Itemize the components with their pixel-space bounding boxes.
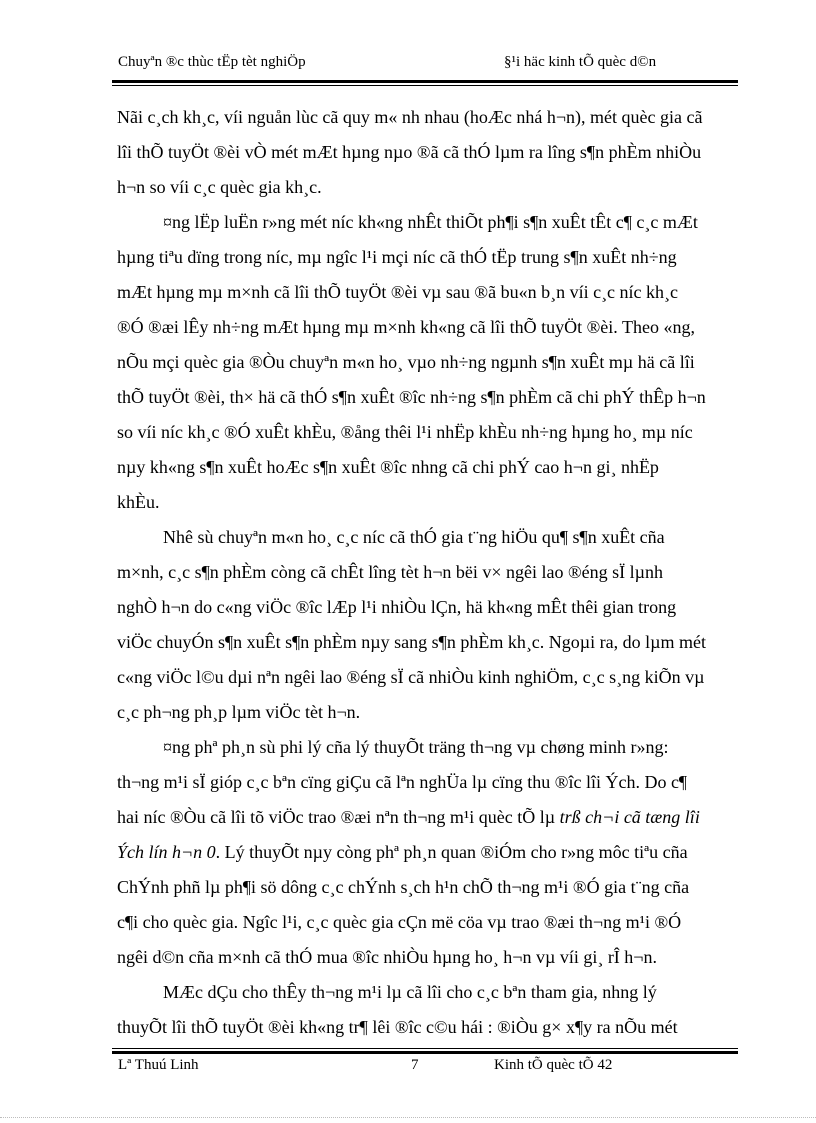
header-document-title: Chuyªn ®c thùc tËp tèt nghiÖp [118, 54, 306, 70]
text-line-content: nµy kh«ng s¶n xuÊt hoÆc s¶n xuÊt ®îc nhng cã chi phÝ cao h¬n gi¸ nhËp [117, 457, 659, 477]
text-line-content: khÈu. [117, 492, 160, 512]
text-line-content: MÆc dÇu cho thÊy th¬ng m¹i lµ cã lîi cho c¸c bªn tham gia, nhng lý [163, 982, 657, 1002]
text-line-content: thÕ tuyÖt ®èi, th× hä cã thÓ s¶n xuÊt ®îc nh÷ng s¶n phÈm cã chi phÝ thÊp h¬n [117, 387, 706, 407]
text-line-content: viÖc chuyÓn s¶n xuÊt s¶n phÈm nµy sang s¶n phÈm kh¸c. Ngoµi ra, do lµm mét [117, 632, 707, 652]
header-rule-thin [112, 85, 738, 86]
text-line-content: Nhê sù chuyªn m«n ho¸ c¸c níc cã thÓ gia t¨ng hiÖu qu¶ s¶n xuÊt cña [163, 527, 665, 547]
text-line [117, 905, 738, 940]
text-line-content: thuyÕt lîi thÕ tuyÖt ®èi kh«ng tr¶ lêi ®îc c©u hái : ®iÒu g× x¶y ra nÕu mét [117, 1017, 678, 1037]
text-line [117, 485, 738, 520]
text-line [117, 450, 738, 485]
header-rule-thick [112, 80, 738, 83]
text-line [117, 170, 738, 205]
footer-page-number: 7 [411, 1057, 419, 1073]
text-line [117, 555, 738, 590]
text-line [117, 730, 738, 765]
text-line-content: ngêi d©n cña m×nh cã thÓ mua ®îc nhiÒu hµng ho¸ h¬n vµ víi gi¸ rÎ h¬n. [117, 947, 657, 967]
text-line-content: so víi níc kh¸c ®Ó xuÊt khÈu, ®ång thêi l¹i nhËp khÈu nh÷ng hµng ho¸ mµ níc [117, 422, 693, 442]
text-line [117, 625, 738, 660]
text-line [117, 345, 738, 380]
text-line-content: nghÒ h¬n do c«ng viÖc ®îc lÆp l¹i nhiÒu lÇn, hä kh«ng mÊt thêi gian trong [117, 597, 677, 617]
header-university: §¹i häc kinh tÕ quèc d©n [504, 54, 657, 70]
text-line [117, 800, 738, 835]
text-line-content: h¬n so víi c¸c quèc gia kh¸c. [117, 177, 322, 197]
footer-class: Kinh tÕ quèc tÕ 42 [494, 1057, 613, 1073]
text-line-content: c«ng viÖc l©u dµi nªn ngêi lao ®éng sÏ cã nhiÒu kinh nghiÖm, c¸c s¸ng kiÕn vµ [117, 667, 705, 687]
footer-rule-thin [112, 1048, 738, 1049]
text-line-content: ¤ng lËp luËn r»ng mét níc kh«ng nhÊt thiÕt ph¶i s¶n xuÊt tÊt c¶ c¸c mÆt [163, 212, 698, 232]
text-line-content: Nãi c¸ch kh¸c, víi nguån lùc cã quy m« nh nhau (hoÆc nhá h¬n), mét quèc gia cã [117, 107, 703, 127]
text-line [117, 590, 738, 625]
text-line [117, 940, 738, 975]
body-text [117, 100, 738, 1045]
text-line [117, 835, 738, 870]
text-line-content: ChÝnh phñ lµ ph¶i sö dông c¸c chÝnh s¸ch h¹n chÕ th¬ng m¹i ®Ó gia t¨ng cña [117, 877, 690, 897]
text-line [117, 1010, 738, 1045]
text-line [117, 310, 738, 345]
text-line [117, 870, 738, 905]
text-line-content: lîi thÕ tuyÖt ®èi vÒ mét mÆt hµng nµo ®ã cã thÓ lµm ra lîng s¶n phÈm nhiÒu [117, 142, 702, 162]
text-line-content: ®Ó ®æi lÊy nh÷ng mÆt hµng mµ m×nh kh«ng cã lîi thÕ tuyÖt ®èi. Theo «ng, [117, 317, 695, 337]
text-line-content: th¬ng m¹i sÏ gióp c¸c bªn cïng giÇu cã lªn nghÜa lµ cïng thu ®îc lîi Ých. Do c¶ [117, 772, 688, 792]
text-line-content: nÕu mçi quèc gia ®Òu chuyªn m«n ho¸ vµo nh÷ng ngµnh s¶n xuÊt mµ hä cã lîi [117, 352, 695, 372]
text-line-content: ¤ng phª ph¸n sù phi lý cña lý thuyÕt träng th¬ng vµ chøng minh r»ng: [163, 737, 669, 757]
text-line [117, 975, 738, 1010]
text-line-content: m×nh, c¸c s¶n phÈm còng cã chÊt lîng tèt h¬n bëi v× ngêi lao ®éng sÏ lµnh [117, 562, 664, 582]
text-line [117, 275, 738, 310]
text-line [117, 380, 738, 415]
text-line [117, 135, 738, 170]
text-line-content: c¸c ph¬ng ph¸p lµm viÖc tèt h¬n. [117, 702, 361, 722]
text-line-tail: . Lý thuyÕt nµy còng phª ph¸n quan ®iÓm cho r»ng môc tiªu cña [215, 842, 688, 862]
footer-author: Lª Thuú Linh [118, 1057, 199, 1073]
text-line-content: hµng tiªu dïng trong níc, mµ ngîc l¹i mçi níc cã thÓ tËp trung s¶n xuÊt nh÷ng [117, 247, 677, 267]
page-bottom-dotted-line [0, 1117, 816, 1118]
text-line [117, 765, 738, 800]
text-line [117, 100, 738, 135]
text-line-content: mÆt hµng mµ m×nh cã lîi thÕ tuyÖt ®èi vµ sau ®ã bu«n b¸n víi c¸c níc kh¸c [117, 282, 679, 302]
text-line [117, 660, 738, 695]
text-line [117, 520, 738, 555]
text-line-italic: trß ch¬i cã tæng lîi [559, 807, 700, 827]
text-line-italic: Ých lín h¬n 0 [117, 842, 216, 862]
text-line-content: hai níc ®Òu cã lîi tõ viÖc trao ®æi nªn th¬ng m¹i quèc tÕ lµ [117, 807, 560, 827]
footer-rule-thick [112, 1051, 738, 1054]
text-line [117, 695, 738, 730]
text-line-content: c¶i cho quèc gia. Ngîc l¹i, c¸c quèc gia cÇn më cöa vµ trao ®æi th¬ng m¹i ®Ó [117, 912, 682, 932]
text-line [117, 205, 738, 240]
text-line [117, 415, 738, 450]
text-line [117, 240, 738, 275]
